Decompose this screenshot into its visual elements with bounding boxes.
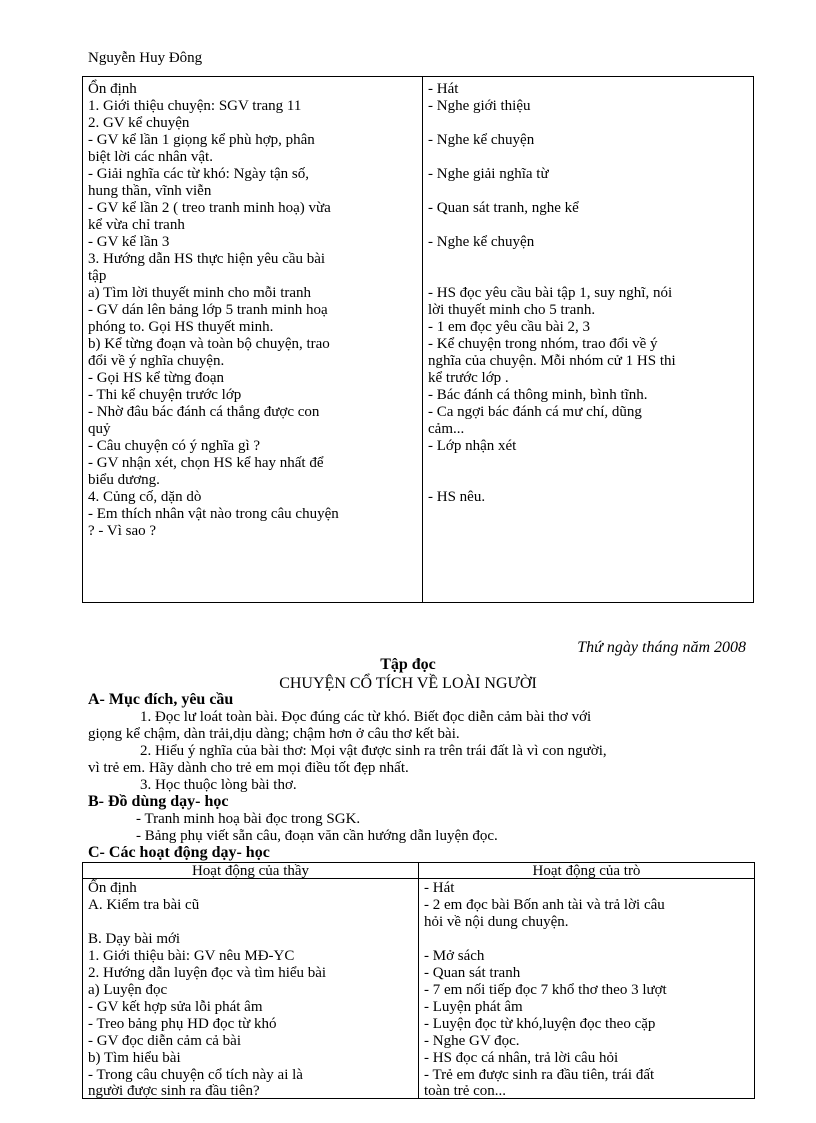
objective-line: 3. Học thuộc lòng bài thơ. <box>140 777 297 793</box>
student-line: - 2 em đọc bài Bốn anh tài và trả lời câu <box>424 897 665 913</box>
column-divider <box>422 77 423 602</box>
student-line: - Luyện phát âm <box>424 999 523 1015</box>
teacher-line: quỷ <box>88 421 111 437</box>
student-line: - Nghe giải nghĩa từ <box>428 166 549 182</box>
teacher-line: - Trong câu chuyện cổ tích này ai là <box>88 1067 303 1083</box>
student-line: - Nghe kể chuyện <box>428 234 535 250</box>
section-c-heading: C- Các hoạt động dạy- học <box>88 844 270 861</box>
teacher-line: ? - Vì sao ? <box>88 523 157 539</box>
section-a-heading: A- Mục đích, yêu cầu <box>88 691 234 708</box>
student-line: - Lớp nhận xét <box>428 438 517 454</box>
teacher-line: - GV nhận xét, chọn HS kể hay nhất để <box>88 455 324 471</box>
student-line: - HS nêu. <box>428 489 486 505</box>
student-line: toàn trẻ con... <box>424 1083 507 1099</box>
teacher-line: Ổn định <box>88 81 137 97</box>
teacher-line: a) Luyện đọc <box>88 982 168 998</box>
author-name: Nguyễn Huy Đông <box>88 50 203 66</box>
column-divider <box>418 863 419 1098</box>
teacher-line: - Nhờ đâu bác đánh cá thắng được con <box>88 404 320 420</box>
teacher-line: biểu dương. <box>88 472 160 488</box>
teacher-line: - Thi kể chuyện trước lớp <box>88 387 242 403</box>
student-line: - Kể chuyện trong nhóm, trao đổi về ý <box>428 336 658 352</box>
teacher-line: - GV dán lên bảng lớp 5 tranh minh hoạ <box>88 302 328 318</box>
teacher-line: - GV kể lần 1 giọng kể phù hợp, phân <box>88 132 315 148</box>
student-line: cảm... <box>428 421 465 437</box>
student-header: Hoạt động của trò <box>532 863 641 879</box>
teacher-line: b) Tìm hiểu bài <box>88 1050 181 1066</box>
student-line: - HS đọc cá nhân, trả lời câu hỏi <box>424 1050 619 1066</box>
student-line: kể trước lớp . <box>428 370 509 386</box>
student-line: - 1 em đọc yêu cầu bài 2, 3 <box>428 319 591 335</box>
student-line: - Ca ngợi bác đánh cá mư chí, dũng <box>428 404 642 420</box>
teacher-line: tập <box>88 268 107 284</box>
lesson-date: Thứ ngày tháng năm 2008 <box>577 639 746 656</box>
lesson-title: CHUYỆN CỔ TÍCH VỀ LOÀI NGƯỜI <box>279 675 537 692</box>
teacher-line: 2. Hướng dẫn luyện đọc và tìm hiểu bài <box>88 965 327 981</box>
materials-line: - Tranh minh hoạ bài đọc trong SGK. <box>136 811 361 827</box>
teacher-line: - Em thích nhân vật nào trong câu chuyện <box>88 506 339 522</box>
student-line: - 7 em nối tiếp đọc 7 khổ thơ theo 3 lượt <box>424 982 667 998</box>
teacher-line: 3. Hướng dẫn HS thực hiện yêu cầu bài <box>88 251 326 267</box>
teacher-header: Hoạt động của thầy <box>191 863 310 879</box>
teacher-line: hung thần, vĩnh viễn <box>88 183 212 199</box>
student-line: lời thuyết minh cho 5 tranh. <box>428 302 596 318</box>
teacher-line: b) Kể từng đoạn và toàn bộ chuyện, trao <box>88 336 330 352</box>
objective-line: vì trẻ em. Hãy dành cho trẻ em mọi điều tốt đẹp nhất. <box>88 760 409 776</box>
teacher-line: - Câu chuyện có ý nghĩa gì ? <box>88 438 261 454</box>
lesson-subject: Tập đọc <box>380 656 436 673</box>
objective-line: 1. Đọc lư loát toàn bài. Đọc đúng các từ khó. Biết đọc diễn cảm bài thơ với <box>140 709 592 725</box>
teacher-line: 1. Giới thiệu bài: GV nêu MĐ-YC <box>88 948 295 964</box>
teacher-line: - Gọi HS kể từng đoạn <box>88 370 225 386</box>
student-line: - Bác đánh cá thông minh, bình tĩnh. <box>428 387 648 403</box>
teacher-line: A. Kiểm tra bài cũ <box>88 897 200 913</box>
teacher-line: kể vừa chỉ tranh <box>88 217 185 233</box>
student-line: - Hát <box>428 81 459 97</box>
teacher-line: - GV kể lần 3 <box>88 234 170 250</box>
student-line: - Trẻ em được sinh ra đầu tiên, trái đất <box>424 1067 655 1083</box>
teacher-line: đổi về ý nghĩa chuyện. <box>88 353 225 369</box>
student-line: hỏi về nội dung chuyện. <box>424 914 569 930</box>
student-line: - Nghe giới thiệu <box>428 98 531 114</box>
teacher-line: B. Dạy bài mới <box>88 931 181 947</box>
student-line: - Hát <box>424 880 455 896</box>
activity-table-1 <box>82 76 754 603</box>
activity-table-2 <box>82 862 755 1099</box>
student-line: nghĩa của chuyện. Mỗi nhóm cử 1 HS thi <box>428 353 676 369</box>
student-line: - Quan sát tranh, nghe kể <box>428 200 579 216</box>
objective-line: giọng kể chậm, dàn trải,dịu dàng; chậm hơn ở câu thơ kết bài. <box>88 726 460 742</box>
teacher-line: biệt lời các nhân vật. <box>88 149 213 165</box>
student-line: - Mở sách <box>424 948 485 964</box>
teacher-line: - GV đọc diễn cảm cả bài <box>88 1033 241 1049</box>
teacher-line: - GV kể lần 2 ( treo tranh minh hoạ) vừa <box>88 200 331 216</box>
teacher-line: - Treo bảng phụ HD đọc từ khó <box>88 1016 277 1032</box>
teacher-line: người được sinh ra đầu tiên? <box>88 1083 260 1099</box>
teacher-line: - GV kết hợp sửa lỗi phát âm <box>88 999 263 1015</box>
teacher-line: 4. Củng cố, dặn dò <box>88 489 202 505</box>
objective-line: 2. Hiểu ý nghĩa của bài thơ: Mọi vật được sinh ra trên trái đất là vì con người, <box>140 743 607 759</box>
teacher-line: 1. Giới thiệu chuyện: SGV trang 11 <box>88 98 302 114</box>
teacher-line: 2. GV kể chuyện <box>88 115 190 131</box>
student-line: - Quan sát tranh <box>424 965 521 981</box>
section-b-heading: B- Đồ dùng dạy- học <box>88 793 229 810</box>
teacher-line: a) Tìm lời thuyết minh cho mỗi tranh <box>88 285 312 301</box>
student-line: - Luyện đọc từ khó,luyện đọc theo cặp <box>424 1016 656 1032</box>
teacher-line: phóng to. Gọi HS thuyết minh. <box>88 319 274 335</box>
student-line: - HS đọc yêu cầu bài tập 1, suy nghĩ, nói <box>428 285 673 301</box>
teacher-line: Ổn định <box>88 880 137 896</box>
student-line: - Nghe GV đọc. <box>424 1033 520 1049</box>
student-line: - Nghe kể chuyện <box>428 132 535 148</box>
teacher-line: - Giải nghĩa các từ khó: Ngày tận số, <box>88 166 309 182</box>
materials-line: - Bảng phụ viết sẵn câu, đoạn văn cần hướng dẫn luyện đọc. <box>136 828 498 844</box>
